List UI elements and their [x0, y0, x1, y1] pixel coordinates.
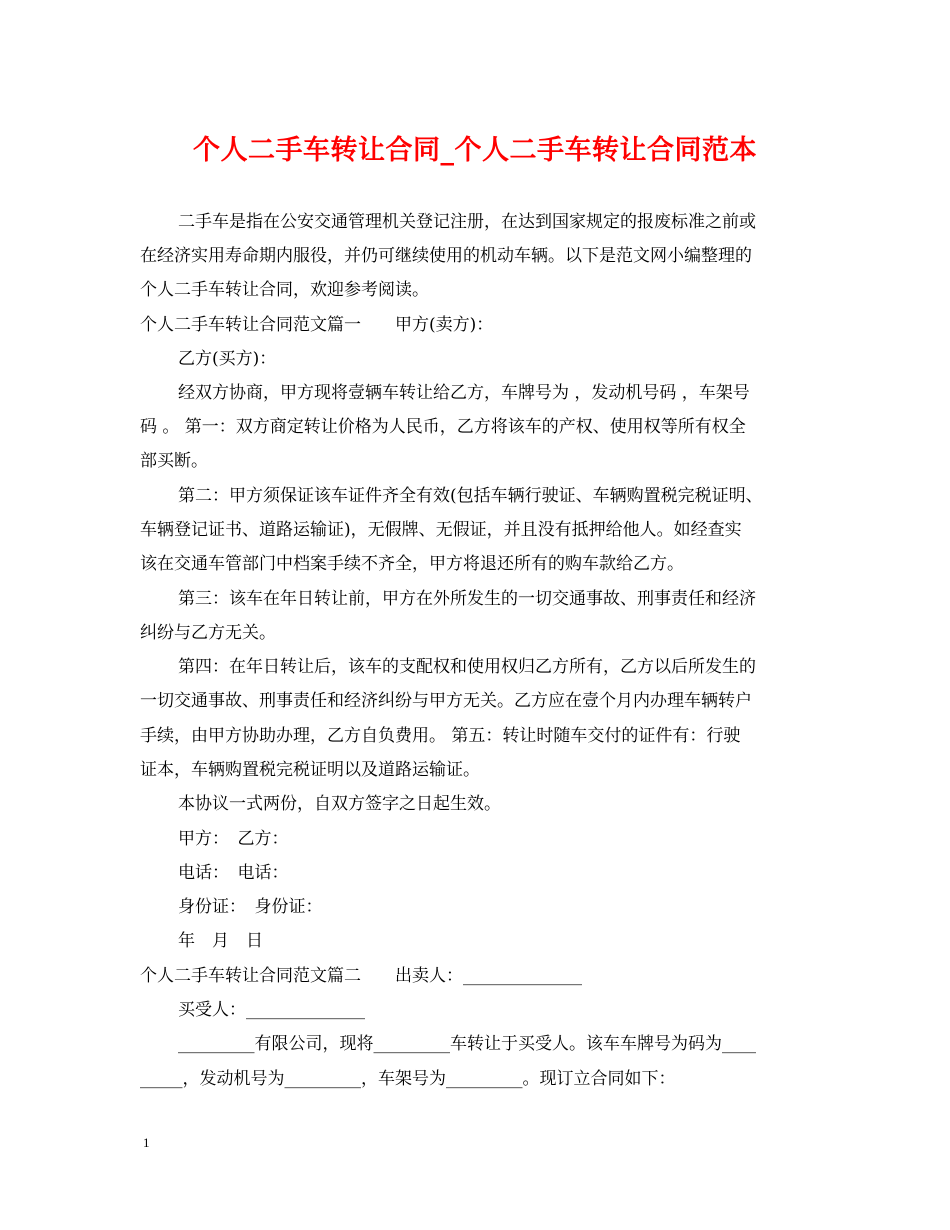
paragraph-line: 买受人：______________: [178, 1000, 365, 1020]
paragraph-line: 第三：该车在年日转让前，甲方在外所发生的一切交通事故、刑事责任和经济: [178, 589, 756, 609]
paragraph-line: 个人二手车转让合同，欢迎参考阅读。: [140, 280, 429, 300]
paragraph-line: 证本，车辆购置税完税证明以及道路运输证。: [140, 760, 480, 780]
paragraph-line: 码 。 第一：双方商定转让价格为人民币，乙方将该车的产权、使用权等所有权全: [140, 417, 746, 437]
paragraph-line: 纠纷与乙方无关。: [140, 623, 276, 643]
paragraph-line: 车辆登记证书、道路运输证)，无假牌、无假证，并且没有抵押给他人。如经查实: [140, 520, 742, 540]
signature-line: 身份证： 身份证：: [178, 897, 323, 917]
date-line: 年 月 日: [178, 931, 263, 951]
paragraph-line: 该在交通车管部门中档案手续不齐全，甲方将退还所有的购车款给乙方。: [140, 554, 684, 574]
paragraph-line: 二手车是指在公安交通管理机关登记注册，在达到国家规定的报废标准之前或: [178, 212, 756, 232]
paragraph-line: _________有限公司，现将_________车转让于买受人。该车车牌号为码为____: [178, 1034, 756, 1054]
paragraph-line: 乙方(买方)：: [178, 349, 277, 369]
paragraph-line: 经双方协商，甲方现将壹辆车转让给乙方，车牌号为 ，发动机号码 ，车架号: [178, 383, 750, 403]
paragraph-line: 在经济实用寿命期内服役，并仍可继续使用的机动车辆。以下是范文网小编整理的: [140, 246, 752, 266]
paragraph-line: 手续，由甲方协助办理，乙方自负费用。 第五：转让时随车交付的证件有：行驶: [140, 726, 741, 746]
paragraph-line: 一切交通事故、刑事责任和经济纠纷与甲方无关。乙方应在壹个月内办理车辆转户: [140, 691, 752, 711]
paragraph-line: _____，发动机号为_________，车架号为_________。现订立合同如下：: [140, 1069, 676, 1089]
paragraph-line: 部买断。: [140, 451, 208, 471]
section-heading-line: 个人二手车转让合同范文篇一 甲方(卖方)：: [140, 315, 494, 335]
signature-line: 甲方： 乙方：: [178, 829, 289, 849]
document-title: 个人二手车转让合同_个人二手车转让合同范本: [193, 135, 757, 166]
paragraph-line: 第二：甲方须保证该车证件齐全有效(包括车辆行驶证、车辆购置税完税证明、: [178, 486, 763, 506]
signature-line: 电话： 电话：: [178, 863, 289, 883]
paragraph-line: 本协议一式两份，自双方签字之日起生效。: [178, 794, 501, 814]
page-number: 1: [143, 1135, 150, 1150]
paragraph-line: 第四：在年日转让后，该车的支配权和使用权归乙方所有，乙方以后所发生的: [178, 657, 756, 677]
section-heading-line: 个人二手车转让合同范文篇二 出卖人：______________: [140, 966, 582, 986]
